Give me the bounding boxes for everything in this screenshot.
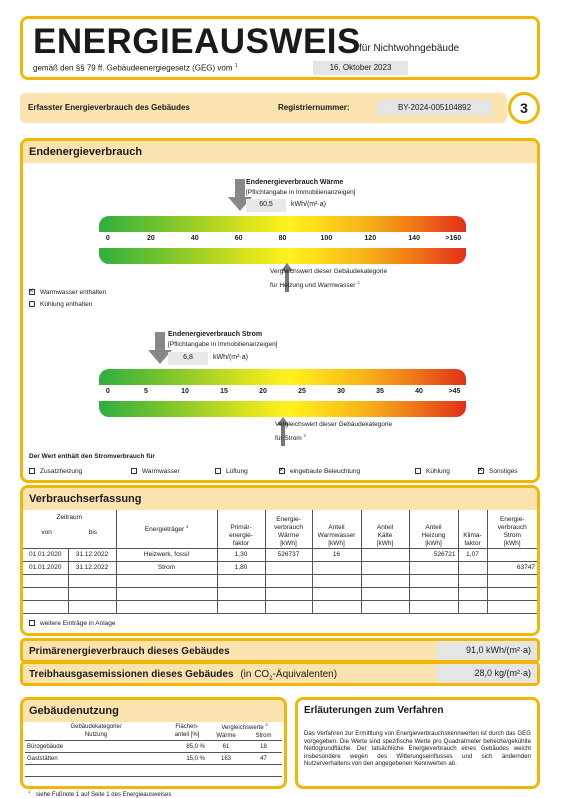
strom-check-label: Zusatzheizung [40,468,83,475]
strom-title: Endenergieverbrauch Strom [168,331,263,338]
scale-tick-label: 60 [234,235,243,242]
table-cell-ev-waerme [265,600,312,613]
erlaeuterung-heading: Erläuterungen zum Verfahren [298,700,537,722]
table-cell-ww [312,587,361,600]
table-cell-ev-waerme [265,587,312,600]
checkbox-icon[interactable] [29,289,35,295]
table-cell-von [23,587,68,600]
nutzung-section [20,697,287,789]
table-row [23,548,537,561]
scale-tick-label: 20 [146,235,155,242]
table-cell-ev-waerme [265,561,312,574]
table-cell-primaer [217,574,265,587]
col-strom: Strom [245,732,282,741]
table-cell-bis [68,600,116,613]
col-zeitraum [23,510,116,548]
strom-unit: kWh/(m²·a) [213,354,248,361]
table-cell-traeger: Heizwerk, fossil [116,548,217,561]
table-cell-bis: 31.12.2022 [68,561,116,574]
verbrauch-header-row [23,510,537,548]
table-cell-primaer [217,587,265,600]
col-traeger-label: Energieträger [144,526,185,534]
col-traeger [116,510,217,548]
col-zeitraum-sub [23,529,116,536]
primaer-label: Primärenergieverbrauch dieses Gebäudes [29,646,230,657]
col-warmwasser: Anteil Warmwasser [kWh] [312,510,361,548]
table-cell-traeger [116,587,217,600]
table-cell-ww [312,600,361,613]
table-row [25,741,282,753]
table-cell-waerme: 163 [207,753,245,765]
table-cell-klima [458,587,487,600]
primaer-value: 91,0 kWh/(m²·a) [437,641,537,660]
strom-compare-line1: Vergleichswert dieser Gebäudekategorie [275,421,393,428]
waerme-compare-line1: Vergleichswert dieser Gebäudekategorie [270,268,388,275]
verbrauch-heading: Verbrauchserfassung [23,488,537,510]
table-cell-heizung: 526721 [409,548,458,561]
col-kategorie: Gebäudekategorie/ Nutzung [25,722,167,741]
legal-basis-text: gemäß den §§ 79 ff. Gebäudeenergiegesetz (GEG) vom [33,63,233,73]
col-von: von [41,529,52,536]
scale-tick-label: 40 [190,235,199,242]
table-cell-ww [312,561,361,574]
scale-tick-label: 10 [181,388,189,395]
registration-number: BY-2024-005104892 [377,100,492,115]
table-cell-bis [68,574,116,587]
table-cell-von: 01.01.2020 [23,561,68,574]
table-row [23,600,537,613]
strom-note-label: Der Wert enthält den Stromverbrauch für [29,453,155,460]
nutzung-table [25,722,282,777]
waerme-title: Endenergieverbrauch Wärme [246,179,344,186]
checkbox-icon[interactable] [215,468,221,474]
waerme-check-warmwasser-label: Warmwasser enthalten [40,289,107,296]
footnote-text: siehe Fußnote 1 auf Seite 1 des Energieausweises [35,792,172,798]
scale-tick-label: >45 [448,388,461,395]
scale-tick-label: 0 [105,235,110,242]
legal-basis [33,63,238,73]
strom-check-lueftung[interactable] [215,468,248,475]
waerme-check-kuehlung-label: Kühlung enthalten [40,301,93,308]
table-cell-kaelte [361,548,409,561]
strom-check-label: Kühlung [426,468,450,475]
table-row [23,561,537,574]
strom-compare-line2-wrap [275,430,392,444]
thg-box [20,661,540,686]
table-row [23,587,537,600]
document-title: ENERGIEAUSWEIS [33,22,361,61]
scale-tick-label: 5 [144,388,148,395]
verbrauch-table [23,510,537,614]
scale-tick-label: 35 [376,388,384,395]
waerme-compare-fn: 3 [357,280,360,285]
col-zeitraum-label: Zeitraum [56,514,83,521]
table-cell-bis [68,587,116,600]
scale-tick-label: 15 [220,388,228,395]
strom-check-kuehlung[interactable] [415,468,450,475]
table-cell-strom [487,587,537,600]
scale-tick-label: 100 [320,235,333,242]
thg-paren-sub: 2 [269,676,273,682]
thg-label-main: Treibhausgasemissionen dieses Gebäudes [29,669,234,680]
table-cell-strom: 47 [245,753,282,765]
table-cell-traeger: Strom [116,561,217,574]
table-cell-waerme: 61 [207,741,245,753]
thg-label [29,669,337,682]
strom-check-zusatzheizung[interactable] [29,468,82,475]
table-cell-klima [458,561,487,574]
issue-date: 16. Oktober 2023 [313,61,408,75]
strom-note: [Pflichtangabe in Immobilienanzeigen] [168,341,278,348]
checkbox-icon[interactable] [415,468,421,474]
table-cell-klima [458,600,487,613]
table-cell-kaelte [361,561,409,574]
verbrauch-section [20,485,540,636]
table-cell-primaer [217,600,265,613]
endenergie-heading: Endenergieverbrauch [23,141,537,163]
checkbox-icon[interactable] [29,301,35,307]
checkbox-icon[interactable] [279,468,285,474]
nutzung-heading: Gebäudenutzung [23,700,284,722]
table-cell-von [23,600,68,613]
strom-value: 6,8 [168,352,208,365]
strom-check-label: Warmwasser [142,468,180,475]
col-vergleich-fn: 3 [265,722,268,728]
col-waerme: Wärme [207,732,245,741]
table-row [25,765,282,777]
header-box [20,16,540,80]
more-entries-label: weitere Einträge in Anlage [40,620,116,627]
table-cell-traeger [116,600,217,613]
table-cell-bis: 31.12.2022 [68,548,116,561]
table-cell-von: 01.01.2020 [23,548,68,561]
thg-paren-pre: (in CO [240,669,270,680]
table-row [23,574,537,587]
table-cell-strom: 18 [245,741,282,753]
table-cell-klima [458,574,487,587]
strom-scale [99,369,466,417]
waerme-value: 60,5 [246,199,286,212]
table-cell-flaeche: 15,0 % [167,753,207,765]
table-cell-klima: 1,07 [458,548,487,561]
document-subtitle: für Nichtwohngebäude [359,43,460,54]
more-entries-check[interactable] [29,620,116,627]
col-klima: Klima- faktor [458,510,487,548]
table-cell-traeger [116,574,217,587]
strom-check-beleuchtung[interactable] [279,468,360,475]
col-ev-waerme: Energie- verbrauch Wärme [kWh] [265,510,312,548]
col-traeger-fn: 3 [185,524,189,530]
waerme-check-warmwasser[interactable] [29,289,106,296]
col-heizung: Anteil Heizung [kWh] [409,510,458,548]
scale-tick-label: 20 [259,388,267,395]
strom-check-label: Lüftung [226,468,248,475]
checkbox-icon[interactable] [29,620,35,626]
scale-tick-label: 0 [105,388,110,395]
waerme-check-kuehlung[interactable] [29,301,92,308]
table-cell-kategorie: Gaststätten [25,753,167,765]
registration-label: Registriernummer: [278,103,350,112]
col-kaelte: Anteil Kälte [kWh] [361,510,409,548]
table-cell-strom [245,765,282,777]
scale-tick-label: 40 [415,388,423,395]
col-vergleich-label: Vergleichswerte [221,725,264,732]
waerme-compare-line2-wrap [270,277,387,291]
page-number-badge: 3 [508,92,540,124]
thg-label-paren [240,669,337,680]
table-cell-flaeche: 85,0 % [167,741,207,753]
nutzung-header-row [25,722,282,732]
waerme-scale [99,216,466,264]
footnote-mark: 1 [28,789,31,794]
checkbox-icon[interactable] [478,468,484,474]
legal-footnote-mark: 1 [234,63,238,69]
strom-check-sonstiges[interactable] [478,468,518,475]
table-cell-primaer: 1,80 [217,561,265,574]
waerme-note: [Pflichtangabe in Immobilienanzeigen] [246,189,356,196]
scale-tick-label: 120 [364,235,377,242]
table-cell-kaelte [361,600,409,613]
erlaeuterung-section [295,697,540,789]
table-cell-primaer: 1,30 [217,548,265,561]
strom-compare-text [275,419,392,444]
strom-check-label: Sonstiges [489,468,518,475]
col-strom: Energie- verbrauch Strom [kWh] [487,510,537,548]
table-cell-von [23,574,68,587]
thg-paren-post: -Äquivalenten) [272,669,338,680]
table-cell-flaeche [167,765,207,777]
scale-tick-label: >160 [445,235,462,242]
table-cell-kaelte [361,587,409,600]
table-cell-strom [487,574,537,587]
erlaeuterung-text: Das Verfahren zur Ermittlung von Energieverbrauchskennwerten ist durch das GEG vorgegeben. Die Werte sind spezifische Werte pro Quadratmeter beheizte/gekühlte Nettogrundfläche. Der tatsächliche Energieverbrauch eines Gebäudes weicht insbesondere wegen des Witterungseinflusses und sich ändernden Nutzerverhaltens von den angegebenen Kennwerten ab. [304,730,531,768]
table-cell-ev-waerme [265,574,312,587]
table-cell-kategorie: Bürogebäude [25,741,167,753]
scale-tick-label: 25 [298,388,306,395]
consumption-label: Erfasster Energieverbrauch des Gebäudes [28,103,190,112]
table-cell-kaelte [361,574,409,587]
table-cell-kategorie [25,765,167,777]
col-flaeche: Flächen- anteil [%] [167,722,207,741]
strom-check-label: eingebaute Beleuchtung [290,468,361,475]
meta-bar [20,93,507,123]
footnote [28,789,171,798]
waerme-unit: kWh/(m²·a) [291,201,326,208]
strom-check-warmwasser[interactable] [131,468,180,475]
primaer-box [20,638,540,663]
scale-tick-label: 80 [278,235,287,242]
table-cell-strom [487,548,537,561]
checkbox-icon[interactable] [131,468,137,474]
strom-compare-line2: für Strom [275,435,302,443]
table-cell-heizung [409,561,458,574]
table-cell-heizung [409,574,458,587]
table-cell-strom: 63747 [487,561,537,574]
table-row [25,753,282,765]
table-cell-waerme [207,765,245,777]
col-primaer: Primär- energie- faktor [217,510,265,548]
waerme-compare-text [270,266,387,291]
table-cell-ww: 16 [312,548,361,561]
table-cell-ev-waerme: 526737 [265,548,312,561]
checkbox-icon[interactable] [29,468,35,474]
thg-value: 28,0 kg/(m²·a) [437,664,537,683]
table-cell-strom [487,600,537,613]
endenergie-section [20,138,540,483]
table-cell-heizung [409,600,458,613]
table-cell-ww [312,574,361,587]
scale-tick-label: 30 [337,388,345,395]
waerme-compare-line2: für Heizung und Warmwasser [270,282,356,290]
col-vergleich [207,722,282,732]
strom-compare-fn: 3 [303,433,306,438]
scale-tick-label: 140 [408,235,420,242]
table-cell-heizung [409,587,458,600]
col-bis: bis [88,529,98,536]
